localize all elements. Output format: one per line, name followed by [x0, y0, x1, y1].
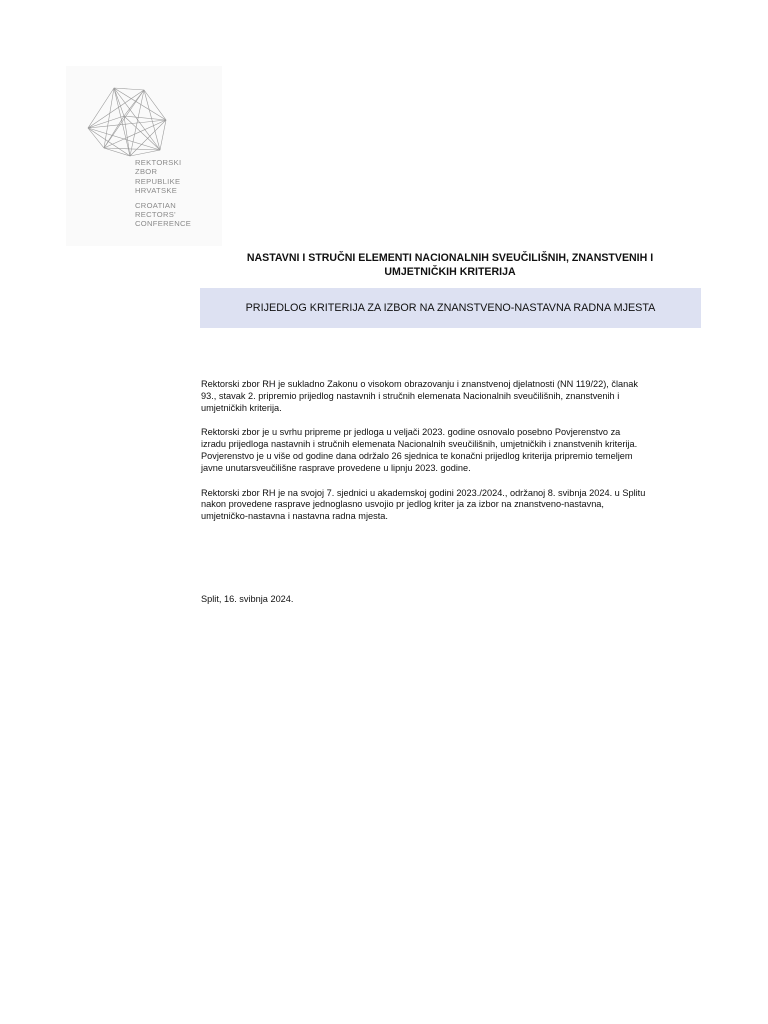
paragraph-line: nakon provedene rasprave jednoglasno usvojio pr jedlog kriter ja za izbor na znanstveno-nastavna,	[201, 499, 604, 510]
document-body	[201, 379, 696, 536]
paragraph-line: Rektorski zbor RH je sukladno Zakonu o visokom obrazovanju i znanstvenoj djelatnosti (NN 119/22), članak	[201, 379, 638, 389]
paragraph-line: Rektorski zbor je u svrhu pripreme pr jedloga u veljači 2023. godine osnovalo posebno Povjerenstvo za	[201, 427, 621, 438]
logo-wordmark	[135, 158, 191, 229]
place-date: Split, 16. svibnja 2024.	[201, 594, 294, 604]
logo-text-line: ZBOR	[135, 167, 158, 177]
paragraph-line: javne unutarsveučilišne rasprave provedene u lipnju 2023. godine.	[201, 462, 471, 473]
logo-text-line: RECTORS'	[135, 210, 176, 220]
paragraph	[201, 427, 696, 474]
proposal-banner-text: PRIJEDLOG KRITERIJA ZA IZBOR NA ZNANSTVENO-NASTAVNA RADNA MJESTA	[245, 302, 656, 314]
proposal-banner	[200, 288, 701, 328]
logo-text-line: REPUBLIKE	[135, 176, 181, 186]
logo-text-line: HRVATSKE	[135, 186, 178, 196]
logo-text-line: CROATIAN	[135, 200, 177, 210]
paragraph-line: 93., stavak 2. pripremio prijedlog nastavnih i stručnih elemenata Nacionalnih sveučilišnih, znanstvenih i	[201, 390, 620, 401]
paragraph-line: umjetničko-nastavna i nastavna radna mjesta.	[201, 511, 388, 522]
logo-text-line: REKTORSKI	[135, 158, 182, 167]
logo-text-line: CONFERENCE	[135, 219, 192, 229]
document-title	[210, 251, 690, 279]
paragraph-line: Povjerenstvo je u više od godine dana održalo 26 sjednica te konačni prijedlog kriterija pripremio temeljem	[201, 450, 633, 461]
logo	[66, 66, 222, 246]
paragraph-line: Rektorski zbor RH je na svojoj 7. sjednici u akademskoj godini 2023./2024., održanoj 8. svibnja 2024. u Splitu	[201, 487, 646, 498]
document-title-line: NASTAVNI I STRUČNI ELEMENTI NACIONALNIH SVEUČILIŠNIH, ZNANSTVENIH I	[246, 252, 654, 264]
document-title-line: UMJETNIČKIH KRITERIJA	[384, 266, 516, 278]
paragraph-line: izradu prijedloga nastavnih i stručnih elemenata Nacionalnih sveučilišnih, umjetničkih i znanstvenih kriterija.	[201, 439, 638, 450]
paragraph	[201, 379, 696, 414]
paragraph-line: umjetničkih kriterija.	[201, 402, 282, 413]
paragraph	[201, 488, 696, 523]
network-polyhedron-logo-icon	[86, 86, 168, 158]
